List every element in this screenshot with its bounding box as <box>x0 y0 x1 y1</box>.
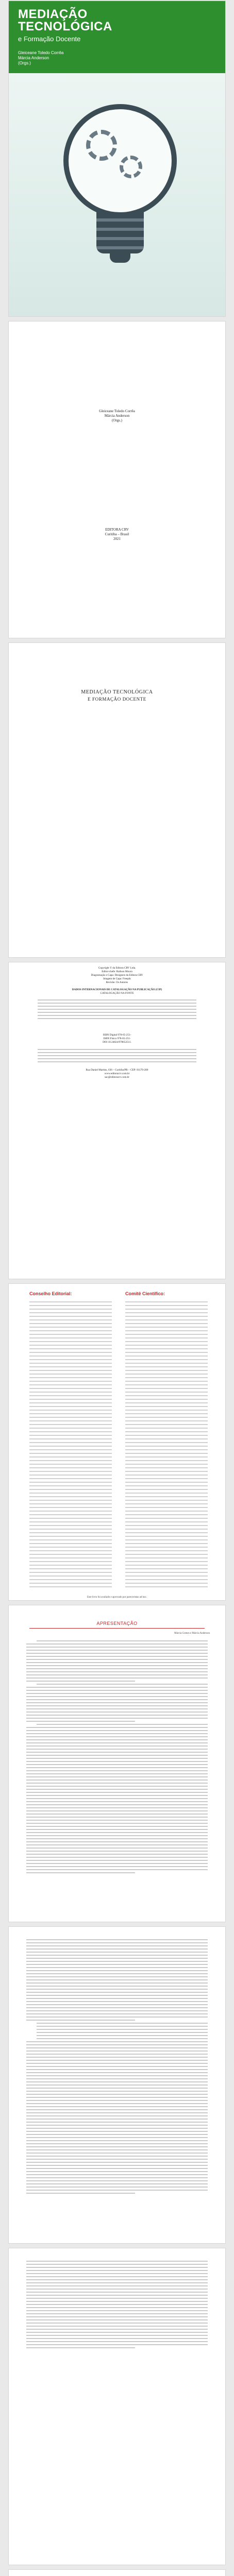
cover-organizer-2: Márcia Anderson <box>18 56 49 60</box>
title-rule <box>29 1628 205 1629</box>
half-title-page <box>9 643 225 957</box>
editorial-council-page <box>9 1284 225 1600</box>
cip-heading: DADOS INTERNACIONAIS DE CATALOGAÇÃO NA PUBLICAÇÃO (CIP) <box>72 988 162 991</box>
lightbulb-icon <box>63 104 177 217</box>
copyright-line: Copyright © da Editora CRV Ltda. <box>98 967 136 970</box>
title-page-imprint <box>9 528 225 541</box>
scientific-committee-list <box>125 1301 208 1590</box>
rights-text <box>38 1049 196 1064</box>
doi: DOI 10.24824/978652511. <box>103 1041 131 1044</box>
publisher-email: sac@editoracrv.com.br <box>105 1076 129 1079</box>
presentation-page-1 <box>9 1605 225 1922</box>
publisher-city: Curitiba – Brasil <box>105 532 129 536</box>
title-page-organizers <box>9 409 225 423</box>
isbn-physical: ISBN Físico 978-65-251- <box>103 1037 131 1040</box>
copyright-revision: Revisão: Os Autores <box>106 981 128 984</box>
presentation-paragraphs <box>26 1640 208 1875</box>
cover-title-line-1: MEDIAÇÃO <box>18 7 88 21</box>
publisher-name: EDITORA CRV <box>105 528 129 532</box>
presentation-author: Márcia Gomes e Márcia Anderson <box>174 1632 210 1635</box>
publisher-site: www.editoracrv.com.br <box>104 1072 130 1075</box>
peer-review-note: Este livro foi avaliado e aprovado por pareceristas ad hoc. <box>87 1596 147 1599</box>
copyright-page <box>9 962 225 1279</box>
presentation-page-2 <box>9 1927 225 2243</box>
lightbulb-base-icon <box>96 212 144 253</box>
editorial-council-list <box>29 1301 112 1590</box>
cover-organizers <box>18 50 63 66</box>
cover-subtitle: e Formação Docente <box>18 35 81 43</box>
gear-icon <box>120 156 142 178</box>
presentation-paragraphs <box>26 2261 208 2350</box>
cover-title-line-2: TECNOLÓGICA <box>18 20 112 33</box>
cip-record-text <box>38 999 196 1021</box>
gear-icon <box>86 130 117 161</box>
half-title-line-1: MEDIAÇÃO TECNOLÓGICA <box>81 689 153 695</box>
presentation-title: APRESENTAÇÃO <box>96 1621 138 1626</box>
scientific-committee-title: Comitê Científico: <box>125 1291 165 1296</box>
cover-title <box>18 8 112 33</box>
copyright-editor: Editor-chefe: Railson Moura <box>102 970 132 973</box>
cover-organizer-1: Gleiceane Toledo Corrêa <box>18 50 64 55</box>
presentation-paragraphs <box>26 1939 208 2196</box>
isbn-digital: ISBN Digital 978-65-251- <box>103 1033 131 1037</box>
editorial-council-title: Conselho Editorial: <box>29 1291 72 1296</box>
copyright-design: Diagramação e Capa: Designers da Editora CRV <box>91 974 143 977</box>
presentation-page-3 <box>9 2248 225 2565</box>
organizer-role: (Orgs.) <box>112 418 122 422</box>
copyright-cover-image: Imagem de Capa: Freepik <box>103 977 131 980</box>
organizer-2: Márcia Anderson <box>104 414 130 418</box>
title-page <box>9 321 225 638</box>
publication-year: 2021 <box>113 537 121 541</box>
publisher-address: Rua Daniel Martins, 636 – Curitiba/PR – CEP: 81170-200 <box>86 1069 148 1072</box>
table-of-contents-page <box>9 2570 225 2576</box>
lightbulb-tip-icon <box>110 253 130 263</box>
cover-page <box>9 1 225 316</box>
half-title-line-2: E FORMAÇÃO DOCENTE <box>88 697 146 702</box>
cip-subheading: CATALOGAÇÃO NA FONTE <box>100 992 134 995</box>
organizer-1: Gleiceane Toledo Corrêa <box>99 409 135 413</box>
cover-organizer-role: (Orgs.) <box>18 61 31 65</box>
